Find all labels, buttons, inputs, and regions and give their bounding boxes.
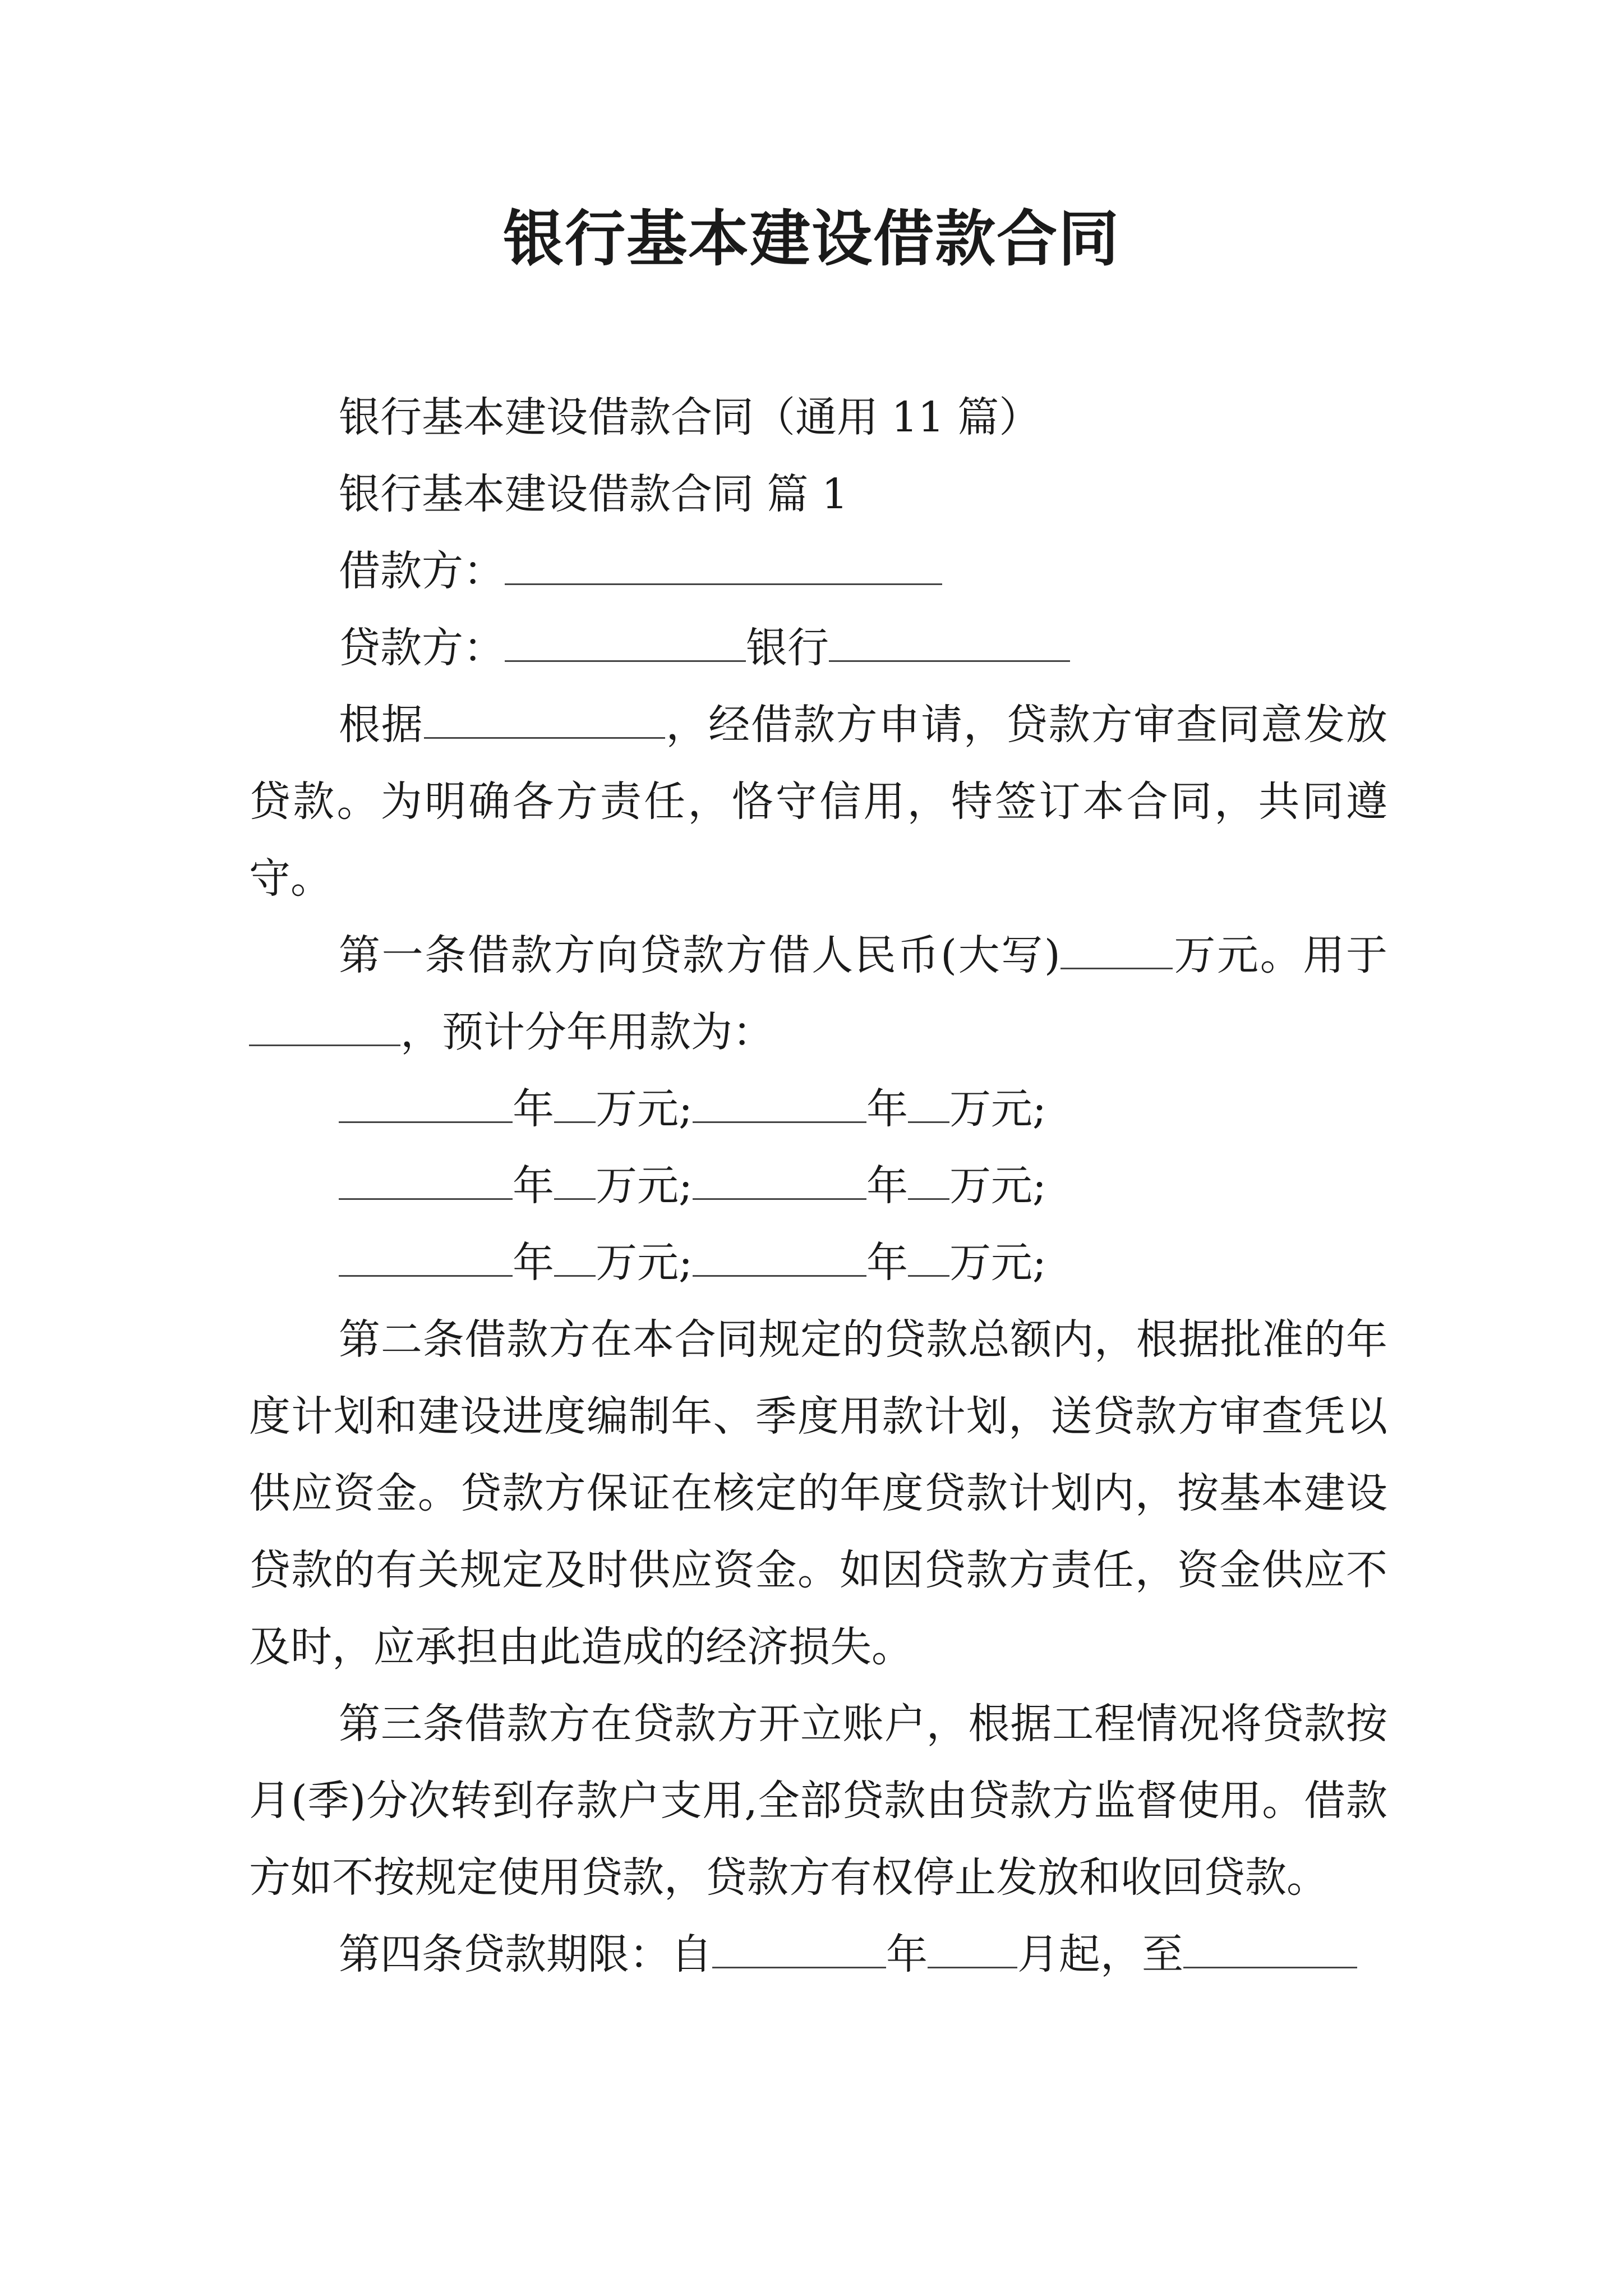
preamble-text: ，经借款方申请，贷款方审查同意发放贷款。为明确各方责任，恪守信用，特签订本合同，共同遵守。 [249, 701, 1388, 903]
amount-blank [554, 1161, 596, 1200]
wan-label: 万元; [596, 1085, 693, 1133]
article-4-year-label: 年 [886, 1930, 928, 1978]
borrower-line [249, 533, 1387, 610]
year-blank [693, 1161, 866, 1200]
wan-label: 万元; [596, 1162, 693, 1210]
wan-label: 万元; [596, 1239, 693, 1287]
article-2-paragraph [249, 1301, 1387, 1686]
article-1-paragraph [249, 917, 1387, 1071]
lender-blank-1 [505, 623, 746, 662]
year-blank [693, 1238, 866, 1277]
subtitle-text: 银行基本建设借款合同（通用 11 篇） [339, 393, 1041, 441]
year-label: 年 [866, 1085, 908, 1133]
section-heading [249, 456, 1387, 533]
year-blank [339, 1084, 513, 1123]
article-1-amount-blank [1061, 931, 1173, 969]
article-1-tail: ，预计分年用款为： [400, 1008, 774, 1056]
preamble-paragraph [249, 687, 1387, 917]
article-4-lead: 第四条贷款期限：自 [339, 1930, 712, 1978]
year-blank [339, 1161, 513, 1200]
amount-blank [908, 1238, 949, 1277]
article-4-paragraph [249, 1916, 1387, 1993]
year-label: 年 [866, 1162, 908, 1210]
borrower-label: 借款方： [339, 547, 505, 595]
article-1-lead: 第一条借款方向贷款方借人民币(大写) [339, 931, 1061, 979]
subtitle-paragraph [249, 379, 1387, 456]
year-label: 年 [513, 1162, 554, 1210]
lender-bank-text: 银行 [746, 624, 829, 672]
article-4-end-blank [1183, 1930, 1357, 1968]
lender-line [249, 610, 1387, 687]
year-label: 年 [513, 1085, 554, 1133]
article-4-month-blank [928, 1930, 1017, 1968]
preamble-blank [424, 700, 665, 739]
year-blank [693, 1084, 866, 1123]
wan-label: 万元; [949, 1162, 1046, 1210]
year-label: 年 [866, 1239, 908, 1287]
amount-blank [908, 1161, 949, 1200]
amount-blank [554, 1238, 596, 1277]
section-heading-text: 银行基本建设借款合同 篇 1 [339, 470, 849, 518]
wan-label: 万元; [949, 1239, 1046, 1287]
article-1-mid: 万元。用于 [1172, 931, 1387, 979]
lender-label: 贷款方： [339, 624, 505, 672]
year-blank [339, 1238, 513, 1277]
article-3-paragraph [249, 1686, 1387, 1916]
borrower-blank [505, 546, 942, 585]
article-4-year-blank [712, 1930, 886, 1968]
preamble-lead: 根据 [339, 701, 424, 749]
year-label: 年 [513, 1239, 554, 1287]
document-body [249, 379, 1387, 1993]
article-4-tail: 月起，至 [1017, 1930, 1183, 1978]
article-1-purpose-blank [249, 1007, 400, 1046]
yearly-usage-line-2 [249, 1148, 1387, 1225]
yearly-usage-line-3 [249, 1225, 1387, 1301]
amount-blank [908, 1084, 949, 1123]
article-2-text: 第二条借款方在本合同规定的贷款总额内，根据批准的年度计划和建设进度编制年、季度用款计划，送贷款方审查凭以供应资金。贷款方保证在核定的年度贷款计划内，按基本建设贷款的有关规定及时供应资金。如因贷款方责任，资金供应不及时，应承担由此造成的经济损失。 [249, 1315, 1387, 1671]
yearly-usage-line-1 [249, 1071, 1387, 1148]
wan-label: 万元; [949, 1085, 1046, 1133]
lender-blank-2 [829, 623, 1070, 662]
article-3-text: 第三条借款方在贷款方开立账户，根据工程情况将贷款按月(季)分次转到存款户支用,全部贷款由贷款方监督使用。借款方如不按规定使用贷款，贷款方有权停止发放和收回贷款。 [249, 1700, 1387, 1902]
document-title: 银行基本建设借款合同 [502, 204, 1120, 274]
amount-blank [554, 1084, 596, 1123]
